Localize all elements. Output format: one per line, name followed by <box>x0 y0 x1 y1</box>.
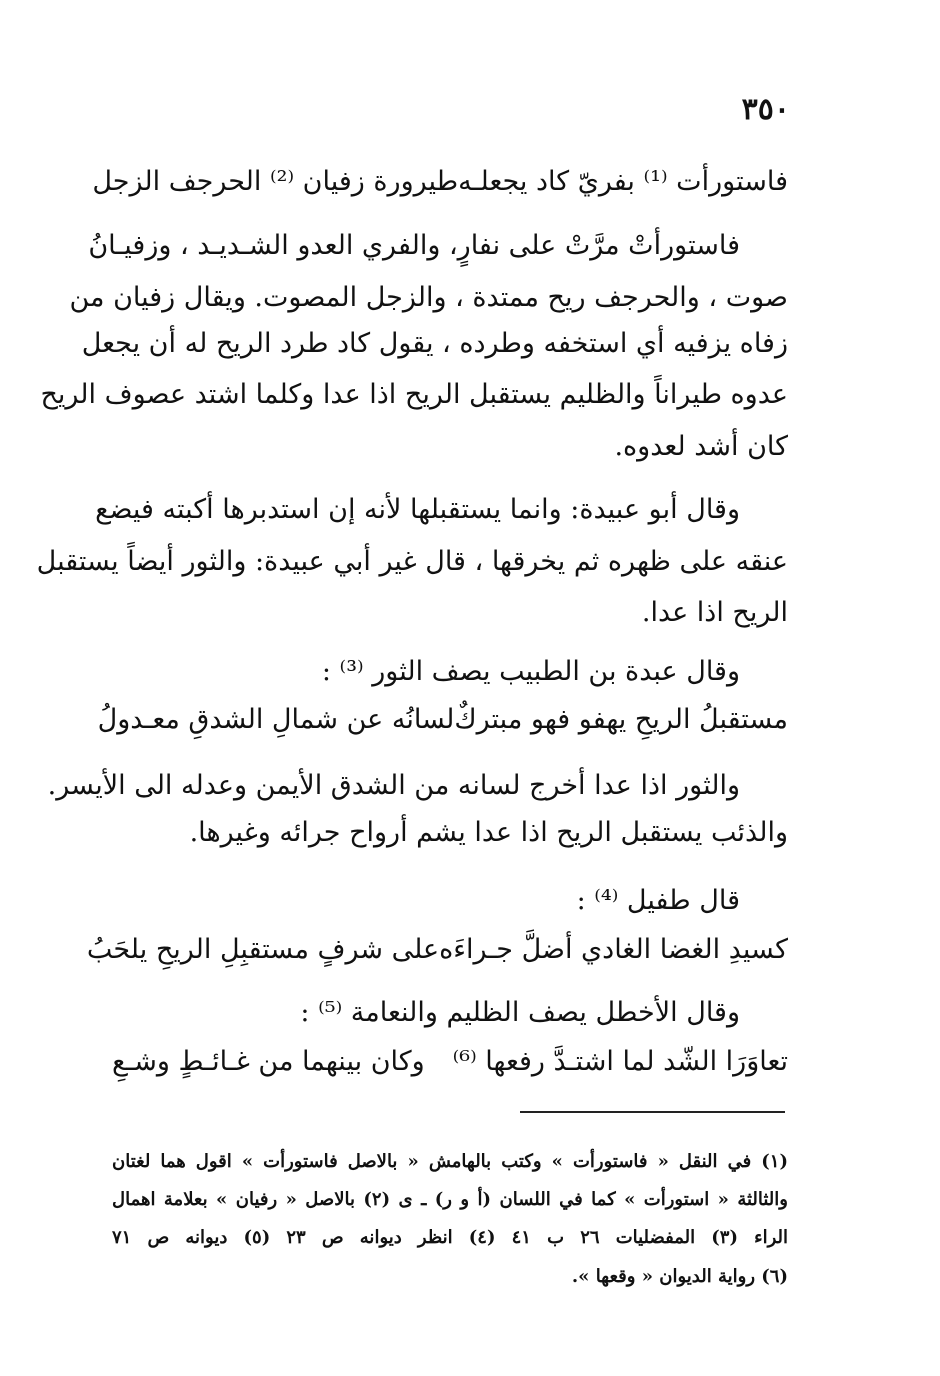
page-number: ٣٥٠ <box>741 92 790 127</box>
footnote-line-2: والثالثة « استورأت » كما في اللسان (أ و ر) ـ ى (٢) بالاصل « رفيان » بعلامة اهمال <box>112 1189 788 1210</box>
footnote-separator <box>520 1111 785 1113</box>
paragraph-2-line-1: وقال أبو عبيدة: وانما يستقبلها لأنه إن استدبرها أكبته فيضع <box>95 494 740 525</box>
verse-line-4 <box>112 1042 788 1082</box>
paragraph-3-line-1: والثور اذا عدا أخرج لسانه من الشدق الأيمن وعدله الى الأيسر. <box>47 770 740 801</box>
verse-3-second-hemistich: على شرفٍ مستقبِلِ الريحِ يلحَبُ <box>86 934 440 965</box>
verse-4-intro: وقال الأخطل يصف الظليم والنعامة ⁽⁵⁾ : <box>300 997 740 1028</box>
paragraph-1-line-5: كان أشد لعدوه. <box>614 431 788 462</box>
verse-2-first-hemistich: مستقبلُ الريحِ يهفو فهو مبتركٌ <box>454 704 788 735</box>
verse-line-2 <box>97 700 788 740</box>
paragraph-1-line-3: زفاه يزفيه أي استخفه وطرده ، يقول كاد طرد الريح له أن يجعل <box>81 328 788 359</box>
verse-3-intro: قال طفيل ⁽⁴⁾ : <box>576 885 740 916</box>
footnote-line-4: (٦) رواية الديوان « وقعها ». <box>571 1266 788 1287</box>
verse-1-first-hemistich: فاستورأت ⁽¹⁾ بفريّ كاد يجعلـه <box>458 166 788 197</box>
paragraph-2-line-2: عنقه على ظهره ثم يخرقها ، قال غير أبي عبيدة: والثور أيضاً يستقبل <box>36 546 788 577</box>
footnote-line-3: الراء (٣) المفضليات ٢٦ ب ٤١ (٤) انظر ديوانه ص ٢٣ (٥) ديوانه ص ٧١ <box>112 1227 788 1248</box>
verse-4-second-hemistich: وكان بينهما من غـائـطٍ وشـعِ <box>112 1046 425 1077</box>
paragraph-2-line-3: الريح اذا عدا. <box>641 597 788 628</box>
verse-2-second-hemistich: لسانُه عن شمالِ الشدقِ معـدولُ <box>97 704 455 735</box>
paragraph-1-line-2: صوت ، والحرجف ريح ممتدة ، والزجل المصوت. ويقال زفيان من <box>69 282 788 313</box>
footnote-line-1: (١) في النقل « فاستورأت » وكتب بالهامش « بالاصل فاستورأت » اقول هما لغتان <box>112 1151 788 1172</box>
verse-3-first-hemistich: كسيدِ الغضا الغادي أضلَّ جـراءَه <box>439 934 788 965</box>
paragraph-1-line-1: فاستورأتْ مرَّتْ على نفارٍ، والفري العدو الشـديـد ، وزفيـانُ <box>88 230 740 261</box>
verse-line-3 <box>86 930 788 970</box>
verse-1-second-hemistich: طيرورة زفيان ⁽²⁾ الحرجف الزجل <box>92 166 459 197</box>
paragraph-1-line-4: عدوه طيراناً والظليم يستقبل الريح اذا عدا وكلما اشتد عصوف الريح <box>40 379 788 410</box>
verse-line-1 <box>92 162 788 202</box>
verse-2-intro: وقال عبدة بن الطبيب يصف الثور ⁽³⁾ : <box>321 656 740 687</box>
paragraph-3-line-2: والذئب يستقبل الريح اذا عدا يشم أرواح جرائه وغيرها. <box>189 817 788 848</box>
verse-4-first-hemistich: تعاوَرَا الشّد لما اشتـدَّ رفعها ⁽⁶⁾ <box>452 1046 788 1077</box>
